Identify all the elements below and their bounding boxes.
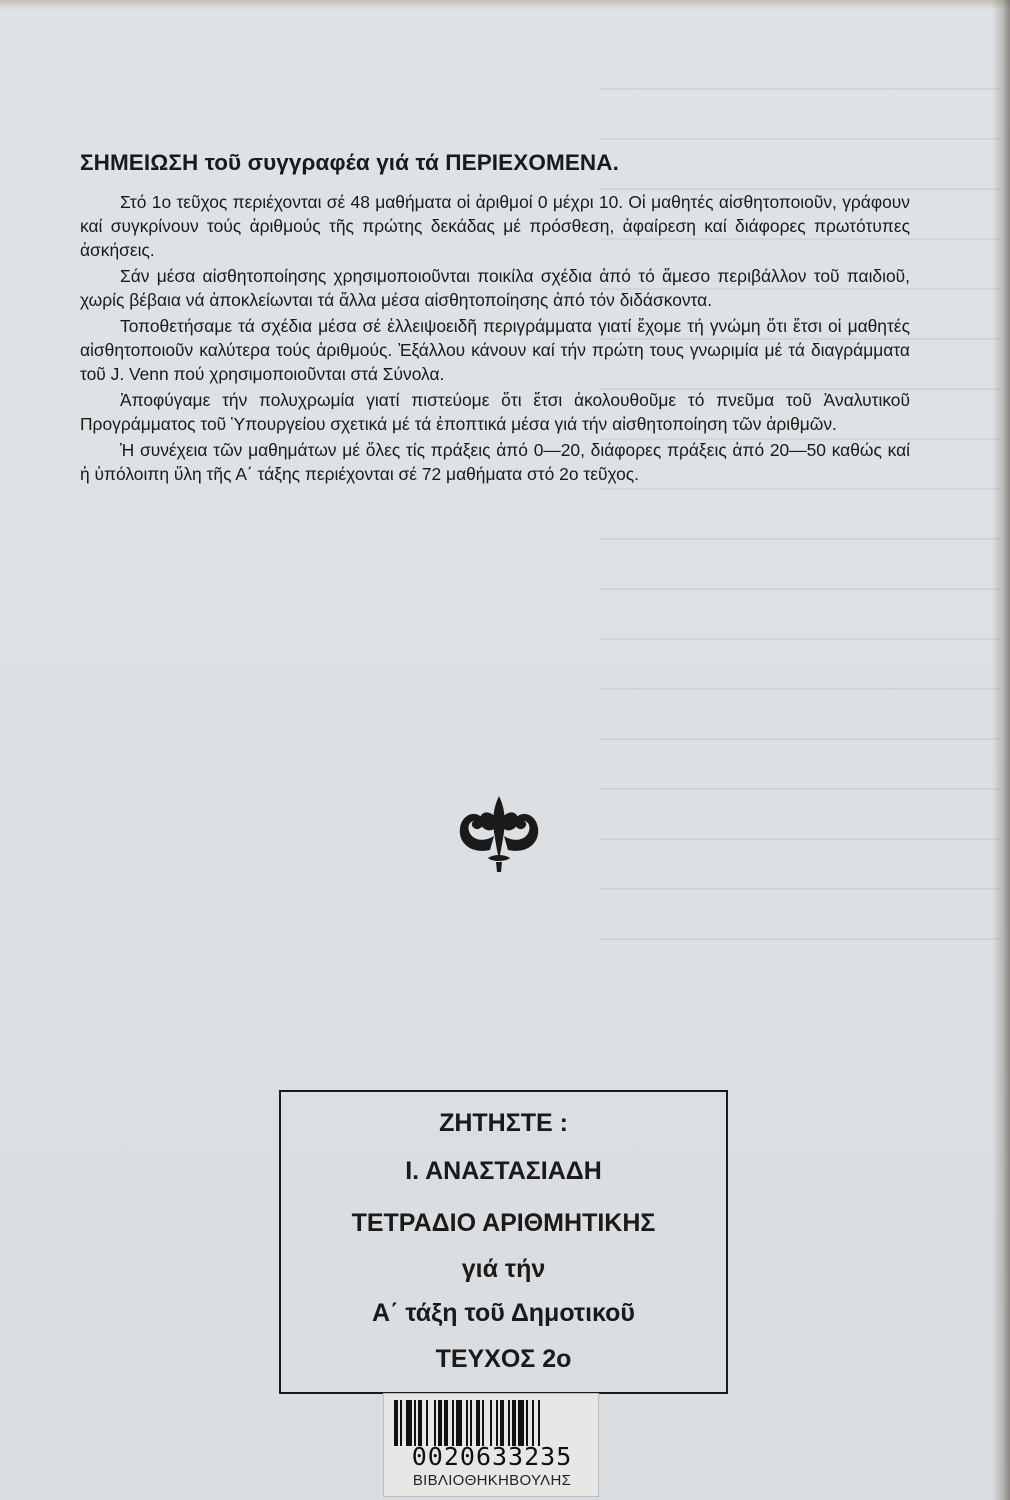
- barcode-number: 0020633235: [411, 1442, 573, 1471]
- author-note: [80, 150, 910, 488]
- note-paragraph-1: Στό 1ο τεῦχος περιέχονται σέ 48 μαθήματα οἱ ἀριθμοί 0 μέχρι 10. Οἱ μαθητές αἰσθητοποιοῦν, γράφουν καί συγκρίνουν τούς ἀριθμούς τῆς πρώτης δεκάδας μέ πρόσθεση, ἀφαίρεση καί διάφορες πρωτότυπες ἀσκήσεις.: [80, 192, 910, 260]
- barcode-bar: [532, 1400, 534, 1446]
- barcode-bar: [444, 1400, 448, 1446]
- page-top-edge: [0, 0, 1010, 10]
- grade-line: Α΄ τάξη τοῦ Δημοτικοῦ: [372, 1299, 635, 1327]
- barcode-bar: [426, 1400, 428, 1446]
- barcode-bar: [400, 1400, 402, 1446]
- barcode-bar: [512, 1400, 516, 1446]
- barcode-bar: [434, 1400, 436, 1446]
- barcode-bar: [526, 1400, 528, 1446]
- barcode-bar: [414, 1400, 416, 1446]
- library-name: ΒΙΒΛΙΟΘΗΚΗΒΟΥΛΗΣ: [412, 1472, 572, 1489]
- order-heading: ΖΗΤΗΣΤΕ :: [439, 1109, 568, 1137]
- floral-ornament-icon: [452, 792, 546, 874]
- barcode-bar: [518, 1400, 524, 1446]
- barcode-bar: [496, 1400, 498, 1446]
- volume-line: ΤΕΥΧΟΣ 2ο: [435, 1345, 572, 1373]
- for-line: γιά τήν: [461, 1255, 546, 1283]
- note-paragraph-4: Ἀποφύγαμε τήν πολυχρωμία γιατί πιστεύομε ὅτι ἔτσι ἀκολουθοῦμε τό πνεῦμα τοῦ Ἀναλυτικοῦ Προγράμματος τοῦ Ὑπουργείου σχετικά μέ τά ἐποπτικά μέσα γιά τήν αἰσθητοποίηση τῶν ἀριθμῶν.: [80, 390, 910, 434]
- barcode-bar: [538, 1400, 540, 1446]
- note-title: ΣΗΜΕΙΩΣΗ τοῦ συγγραφέα γιά τά ΠΕΡΙΕΧΟΜΕΝΑ.: [80, 150, 619, 175]
- author-name: Ι. ΑΝΑΣΤΑΣΙΑΔΗ: [405, 1157, 602, 1185]
- barcode-bar: [490, 1400, 492, 1446]
- barcode-bar: [452, 1400, 454, 1446]
- barcode-bar: [394, 1400, 398, 1446]
- barcode-bar: [406, 1400, 412, 1446]
- barcode-bar: [418, 1400, 422, 1446]
- library-barcode-label: [383, 1393, 599, 1497]
- barcode-bar: [476, 1400, 480, 1446]
- barcode-bar: [470, 1400, 472, 1446]
- book-title: ΤΕΤΡΑΔΙΟ ΑΡΙΘΜΗΤΙΚΗΣ: [351, 1209, 656, 1237]
- note-paragraph-2: Σάν μέσα αἰσθητοποίησης χρησιμοποιοῦνται ποικίλα σχέδια ἀπό τό ἄμεσο περιβάλλον τοῦ παιδιοῦ, χωρίς βέβαια νά ἀποκλείωνται τά ἄλλα μέσα αἰσθητοποίησης ἀπό τόν διδάσκοντα.: [80, 266, 910, 310]
- barcode-bar: [456, 1400, 462, 1446]
- barcode-bar: [482, 1400, 484, 1446]
- barcode-bar: [466, 1400, 468, 1446]
- barcode-bar: [500, 1400, 504, 1446]
- page-right-edge: [992, 0, 1010, 1500]
- barcode-bar: [508, 1400, 510, 1446]
- barcode-bar: [438, 1400, 442, 1446]
- note-paragraph-5: Ἡ συνέχεια τῶν μαθημάτων μέ ὅλες τίς πράξεις ἀπό 0—20, διάφορες πράξεις ἀπό 20—50 καθώς καί ἡ ὑπόλοιπη ὕλη τῆς Α΄ τάξης περιέχονται σέ 72 μαθήματα στό 2ο τεῦχος.: [80, 440, 910, 484]
- note-paragraph-3: Τοποθετήσαμε τά σχέδια μέσα σέ ἐλλειψοειδῆ περιγράμματα γιατί ἔχομε τή γνώμη ὅτι ἔτσι οἱ μαθητές αἰσθητοποιοῦν καλύτερα τούς ἀριθμούς. Ἐξάλλου κάνουν καί τήν πρώτη τους γνωριμία μέ τά διαγράμματα τοῦ J. Venn πού χρησιμοποιοῦνται στά Σύνολα.: [80, 316, 910, 384]
- barcode-bars: [394, 1400, 590, 1446]
- order-box: [279, 1090, 728, 1394]
